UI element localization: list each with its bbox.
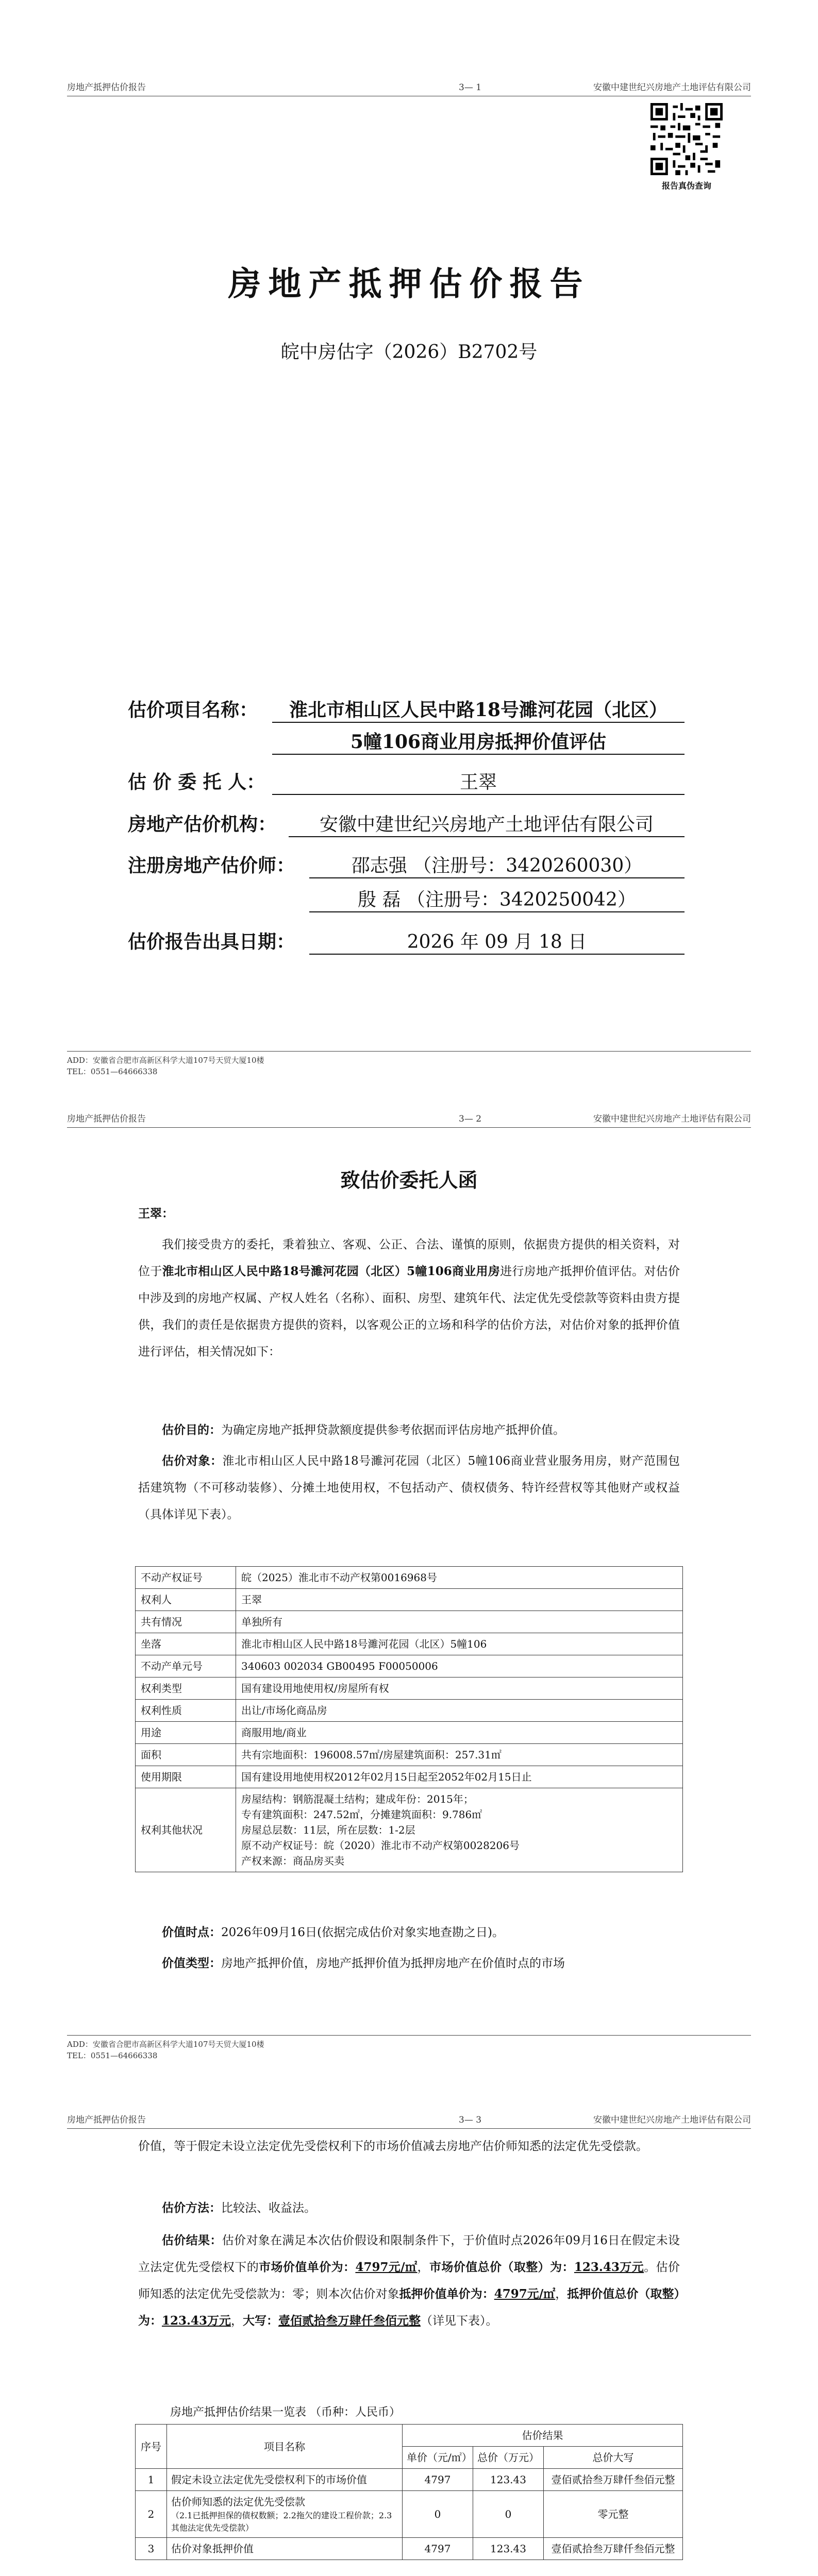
- table-row: [136, 2538, 683, 2560]
- report-title: 房地产抵押估价报告: [228, 265, 590, 303]
- col-item: 项目名称: [167, 2425, 403, 2469]
- market-total-price: 123.43万元: [574, 2260, 644, 2274]
- table-row: [136, 2491, 683, 2538]
- rights-value: 国有建设用地使用权2012年02月15日起至2052年02月15日止: [236, 1766, 683, 1788]
- row-capital: 壹佰贰拾叁万肆仟叁佰元整: [544, 2538, 683, 2560]
- mortgage-unit-label: 抵押价值单价为：: [399, 2287, 494, 2301]
- row-no: 3: [136, 2538, 167, 2560]
- capital-label: 大写：: [243, 2314, 279, 2328]
- mortgage-unit-price: 4797元/㎡: [494, 2287, 556, 2301]
- row-item: [167, 2491, 403, 2538]
- rights-other-line: 产权来源：商品房买卖: [241, 1855, 344, 1867]
- table-row: [136, 1788, 683, 1872]
- table-row: [136, 1677, 683, 1700]
- table-row: [136, 1633, 683, 1655]
- footer-address: ADD：安徽省合肥市高新区科学大道107号天贸大厦10楼: [67, 1056, 264, 1065]
- rights-key: 用途: [136, 1722, 236, 1744]
- client-value: 王翠: [272, 768, 685, 795]
- result-text-6: （详见下表）。: [421, 2314, 498, 2328]
- row-item: 假定未设立法定优先受偿权利下的市场价值: [167, 2469, 403, 2491]
- org-value: 安徽中建世纪兴房地产土地评估有限公司: [289, 810, 685, 837]
- rights-value: 王翠: [236, 1589, 683, 1611]
- rights-key: 使用期限: [136, 1766, 236, 1788]
- col-total: 总价（万元）: [473, 2447, 544, 2469]
- table-row: [136, 1722, 683, 1744]
- table-row: [136, 2469, 683, 2491]
- market-unit-price: 4797元/㎡: [355, 2260, 418, 2274]
- header-left: 房地产抵押估价报告: [67, 1114, 146, 1124]
- header-page-number: 3— 2: [459, 1114, 482, 1124]
- value-type-paragraph: [138, 1950, 680, 1977]
- rights-value: 单独所有: [236, 1611, 683, 1633]
- rights-value: 国有建设用地使用权/房屋所有权: [236, 1677, 683, 1700]
- col-no: 序号: [136, 2425, 167, 2469]
- rights-value: 皖（2025）淮北市不动产权第0016968号: [236, 1567, 683, 1589]
- row-no: 1: [136, 2469, 167, 2491]
- method-paragraph: [138, 2195, 680, 2222]
- mortgage-total-price: 123.43万元: [162, 2314, 231, 2328]
- row-unit: 0: [403, 2491, 473, 2538]
- table-row: [136, 1589, 683, 1611]
- appraiser-label: 注册房地产估价师：: [128, 855, 295, 876]
- intro-text-subject: 淮北市相山区人民中路18号濉河花园（北区）5幢106商业用房: [162, 1264, 500, 1278]
- method-text: 比较法、收益法。: [221, 2201, 316, 2215]
- client-label: 估 价 委 托 人：: [128, 771, 265, 793]
- rights-key: 权利人: [136, 1589, 236, 1611]
- table-row: [136, 1655, 683, 1677]
- row-total: 0: [473, 2491, 544, 2538]
- rights-other-line: 房屋总层数：11层，所在层数：1-2层: [241, 1824, 415, 1836]
- rights-key: 面积: [136, 1744, 236, 1766]
- header-left: 房地产抵押估价报告: [67, 2115, 146, 2125]
- rights-other-line: 房屋结构：钢筋混凝土结构；建成年份：2015年；: [241, 1793, 474, 1805]
- header-right: 安徽中建世纪兴房地产土地评估有限公司: [593, 82, 751, 93]
- col-result: 估价结果: [403, 2425, 683, 2447]
- result-unit-label: 市场价值单价为：: [259, 2260, 356, 2274]
- rights-key: 权利性质: [136, 1700, 236, 1722]
- result-label: 估价结果：: [162, 2233, 222, 2247]
- rights-key: 权利其他状况: [136, 1788, 236, 1872]
- summary-table: [135, 2424, 683, 2560]
- result-text-2: ，: [417, 2261, 429, 2274]
- row-capital: 零元整: [544, 2491, 683, 2538]
- rights-value: [236, 1788, 683, 1872]
- issue-date-value: 2026 年 09 月 18 日: [309, 927, 685, 955]
- header-right: 安徽中建世纪兴房地产土地评估有限公司: [593, 1114, 751, 1124]
- rights-value: 淮北市相山区人民中路18号濉河花园（北区）5幢106: [236, 1633, 683, 1655]
- object-label: 估价对象：: [162, 1454, 223, 1468]
- project-name-line1: 淮北市相山区人民中路18号濉河花园（北区）: [272, 696, 685, 723]
- rights-key: 不动产单元号: [136, 1655, 236, 1677]
- header-left: 房地产抵押估价报告: [67, 82, 146, 93]
- col-unit: 单价（元/㎡）: [403, 2447, 473, 2469]
- rights-value: 340603 002034 GB00495 F00050006: [236, 1655, 683, 1677]
- summary-caption: 房地产抵押估价结果一览表 （币种：人民币）: [170, 2406, 400, 2419]
- mortgage-total-label: 抵押价值总价（取整）为：: [138, 2287, 680, 2328]
- result-text-3: 。估价师知悉的法定优先受偿款为：零；则本次估价对象: [138, 2261, 680, 2301]
- row-unit: 4797: [403, 2538, 473, 2560]
- value-time-text: 2026年09月16日(依据完成估价对象实地查勘之日)。: [221, 1926, 505, 1939]
- value-type-continued: 价值，等于假定未设立法定优先受偿权利下的市场价值减去房地产估价师知悉的法定优先受偿款。: [138, 2140, 648, 2153]
- issue-date-label: 估价报告出具日期：: [128, 931, 295, 953]
- result-text-5: ，: [231, 2314, 243, 2328]
- cover-page: [0, 0, 818, 1077]
- rights-value: 出让/市场化商品房: [236, 1700, 683, 1722]
- value-time-label: 价值时点：: [162, 1925, 221, 1939]
- letter-page: [0, 1077, 818, 2110]
- rights-value: 共有宗地面积：196008.57㎡/房屋建筑面积：257.31㎡: [236, 1744, 683, 1766]
- appraiser-2: 殷 磊 （注册号：3420250042）: [309, 885, 685, 912]
- document-number: 皖中房估字（2026）B2702号: [280, 342, 538, 363]
- rights-key: 坐落: [136, 1633, 236, 1655]
- table-row: [136, 1567, 683, 1589]
- row-total: 123.43: [473, 2538, 544, 2560]
- row-item: 估价对象抵押价值: [167, 2538, 403, 2560]
- result-text-4: ，: [555, 2287, 567, 2301]
- row-total: 123.43: [473, 2469, 544, 2491]
- purpose-paragraph: [138, 1417, 680, 1444]
- rights-table: [135, 1566, 683, 1872]
- value-type-label: 价值类型：: [162, 1956, 221, 1970]
- row-no: 2: [136, 2491, 167, 2538]
- value-type-text: 房地产抵押价值，房地产抵押价值为抵押房地产在价值时点的市场: [221, 1957, 565, 1970]
- intro-text-a: 我们接受贵方的委托，秉着独立、客观、公正、合法、谨慎的原则，依据贵方提供的相关资料，对位于: [138, 1238, 680, 1278]
- qr-code-icon[interactable]: [650, 103, 723, 175]
- capital-amount: 壹佰贰拾叁万肆仟叁佰元整: [278, 2314, 421, 2328]
- footer-address: ADD：安徽省合肥市高新区科学大道107号天贸大厦10楼: [67, 2040, 264, 2049]
- table-row: [136, 1766, 683, 1788]
- row-capital: 壹佰贰拾叁万肆仟叁佰元整: [544, 2469, 683, 2491]
- object-paragraph: [138, 1448, 680, 1528]
- method-label: 估价方法：: [162, 2201, 221, 2215]
- appraiser-1: 邵志强 （注册号：3420260030）: [309, 851, 685, 878]
- rights-key: 权利类型: [136, 1677, 236, 1700]
- page-footer: [67, 2035, 751, 2061]
- org-label: 房地产估价机构：: [128, 814, 277, 835]
- value-time-paragraph: [138, 1919, 680, 1946]
- rights-other-line: 原不动产权证号：皖（2020）淮北市不动产权第0028206号: [241, 1839, 520, 1852]
- row-unit: 4797: [403, 2469, 473, 2491]
- table-row: [136, 1700, 683, 1722]
- result-total-label: 市场价值总价（取整）为：: [429, 2260, 574, 2274]
- salutation: 王翠：: [138, 1207, 174, 1221]
- letter-title: 致估价委托人函: [340, 1168, 478, 1192]
- col-capital: 总价大写: [544, 2447, 683, 2469]
- result-page: [0, 2110, 818, 2576]
- project-name-line2: 5幢106商业用房抵押价值评估: [272, 727, 685, 755]
- table-row: [136, 1611, 683, 1633]
- row-item-note: （2.1已抵押担保的债权数额；2.2拖欠的建设工程价款；2.3其他法定优先受偿款）: [171, 2511, 392, 2533]
- project-label: 估价项目名称：: [128, 699, 258, 721]
- rights-other-line: 专有建筑面积：247.52㎡，分摊建筑面积：9.786㎡: [241, 1808, 482, 1821]
- header-page-number: 3— 1: [459, 82, 482, 93]
- rights-value: 商服用地/商业: [236, 1722, 683, 1744]
- purpose-label: 估价目的：: [162, 1423, 221, 1437]
- page-header: [67, 77, 751, 96]
- page-header: [67, 2110, 751, 2129]
- page-footer: [67, 1051, 751, 1077]
- result-paragraph: [138, 2227, 680, 2334]
- page-header: [67, 1109, 751, 1128]
- rights-key: 不动产权证号: [136, 1567, 236, 1589]
- intro-text-c: 进行房地产抵押价值评估。对估价中涉及到的房地产权属、产权人姓名（名称）、面积、房型、建筑年代、法定优先受偿款等资料由贵方提供，我们的责任是依据贵方提供的资料，以客观公正的立场和科学的估价方法，对估价对象的抵押价值进行评估，相关情况如下：: [138, 1265, 680, 1359]
- header-right: 安徽中建世纪兴房地产土地评估有限公司: [593, 2115, 751, 2125]
- header-page-number: 3— 3: [459, 2115, 482, 2125]
- qr-caption: 报告真伪查询: [661, 181, 711, 191]
- intro-paragraph: [138, 1231, 680, 1365]
- object-text: 淮北市相山区人民中路18号濉河花园（北区）5幢106商业营业服务用房，财产范围包括建筑物（不可移动装修）、分摊土地使用权，不包括动产、债权债务、特许经营权等其他财产或权益（具体详见下表）。: [138, 1454, 680, 1521]
- purpose-text: 为确定房地产抵押贷款额度提供参考依据而评估房地产抵押价值。: [221, 1423, 565, 1437]
- result-text-1: 估价对象在满足本次估价假设和限制条件下，于价值时点2026年09月16日在假定未设立法定优先受偿权下的: [138, 2234, 680, 2274]
- row-item-title: 估价师知悉的法定优先受偿款: [171, 2496, 305, 2508]
- rights-key: 共有情况: [136, 1611, 236, 1633]
- footer-tel: TEL：0551—64666338: [67, 1067, 158, 1076]
- table-row: [136, 1744, 683, 1766]
- footer-tel: TEL：0551—64666338: [67, 2051, 158, 2060]
